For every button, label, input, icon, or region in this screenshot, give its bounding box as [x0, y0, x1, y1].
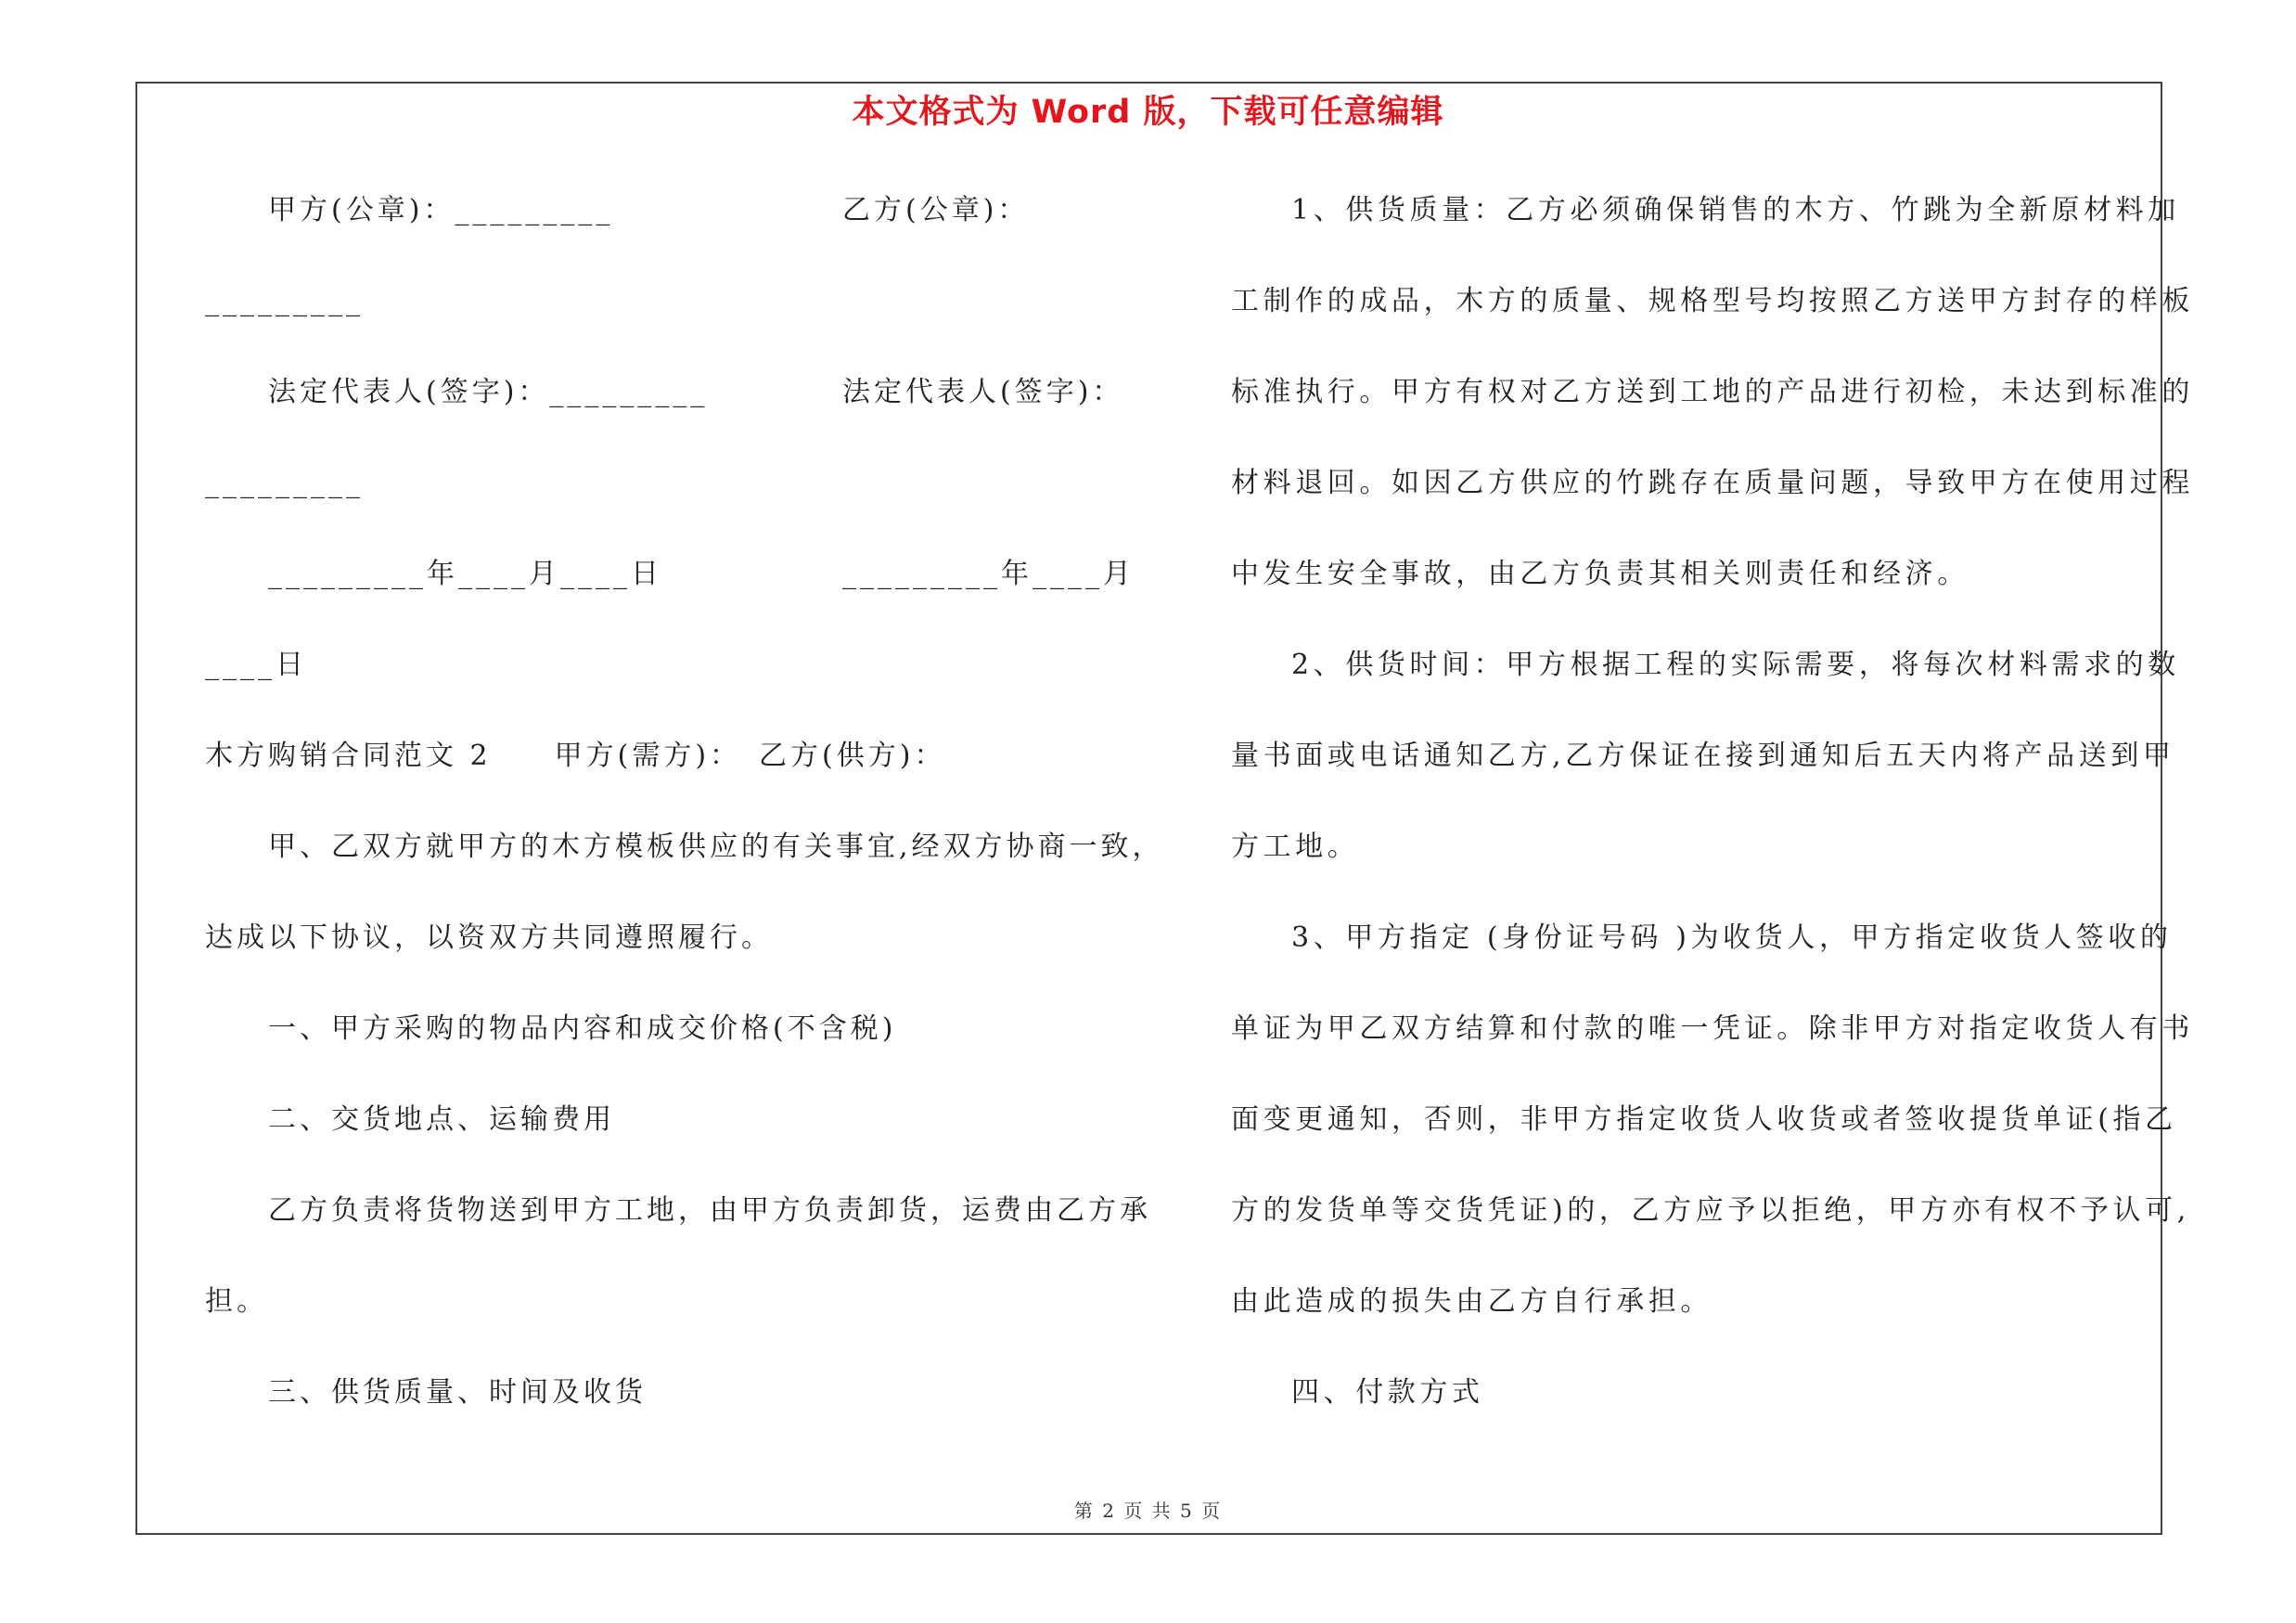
paragraph-line: 单证为甲乙双方结算和付款的唯一凭证。除非甲方对指定收货人有书	[1231, 1012, 2194, 1045]
paragraph-line: 面变更通知，否则，非甲方指定收货人收货或者签收提货单证(指乙	[1231, 1103, 2177, 1136]
party-b-date-day: ____日	[205, 649, 307, 681]
paragraph-line: 2、供货时间：甲方根据工程的实际需要，将每次材料需求的数	[1291, 649, 2180, 681]
party-b-date: _________年____月	[842, 558, 1135, 590]
party-a-representative: 法定代表人(签字)：_________	[268, 376, 709, 408]
paragraph-line: 乙方负责将货物送到甲方工地，由甲方负责卸货，运费由乙方承	[268, 1194, 1151, 1227]
paragraph-line: 担。	[205, 1285, 268, 1318]
party-b-representative: 法定代表人(签字)：	[842, 376, 1124, 408]
section-heading: 三、供货质量、时间及收货	[268, 1376, 647, 1409]
paragraph-line: 工制作的成品，木方的质量、规格型号均按照乙方送甲方封存的样板	[1231, 285, 2194, 317]
paragraph-line: 方工地。	[1231, 831, 1360, 863]
party-b-seal-blank: _________	[205, 285, 364, 317]
paragraph-line: 中发生安全事故，由乙方负责其相关则责任和经济。	[1231, 558, 1969, 590]
paragraph-line: 达成以下协议，以资双方共同遵照履行。	[205, 921, 773, 954]
contract-title-line: 木方购销合同范文 2 甲方(需方)： 乙方(供方)：	[205, 740, 946, 772]
section-heading: 四、付款方式	[1291, 1376, 1484, 1409]
paragraph-line: 方的发货单等交货凭证)的，乙方应予以拒绝，甲方亦有权不予认可,	[1231, 1194, 2190, 1227]
section-heading: 一、甲方采购的物品内容和成交价格(不含税)	[268, 1012, 897, 1045]
paragraph-line: 1、供货质量：乙方必须确保销售的木方、竹跳为全新原材料加	[1291, 194, 2180, 226]
paragraph-line: 由此造成的损失由乙方自行承担。	[1231, 1285, 1712, 1318]
party-b-seal: 乙方(公章)：	[842, 194, 1030, 226]
party-a-seal: 甲方(公章)：_________	[268, 194, 614, 226]
page-number: 第 2 页 共 5 页	[1073, 1500, 1223, 1522]
party-b-representative-blank: _________	[205, 467, 364, 499]
paragraph-line: 标准执行。甲方有权对乙方送到工地的产品进行初检，未达到标准的	[1231, 376, 2194, 408]
paragraph-line: 量书面或电话通知乙方,乙方保证在接到通知后五天内将产品送到甲	[1231, 740, 2175, 772]
section-heading: 二、交货地点、运输费用	[268, 1103, 615, 1136]
paragraph-line: 3、甲方指定 (身份证号码 )为收货人，甲方指定收货人签收的	[1291, 921, 2173, 954]
format-banner: 本文格式为 Word 版，下载可任意编辑	[852, 94, 1444, 131]
paragraph-line: 材料退回。如因乙方供应的竹跳存在质量问题，导致甲方在使用过程	[1231, 467, 2194, 499]
party-a-date: _________年____月____日	[268, 558, 662, 590]
paragraph-line: 甲、乙双方就甲方的木方模板供应的有关事宜,经双方协商一致，	[268, 831, 1164, 863]
